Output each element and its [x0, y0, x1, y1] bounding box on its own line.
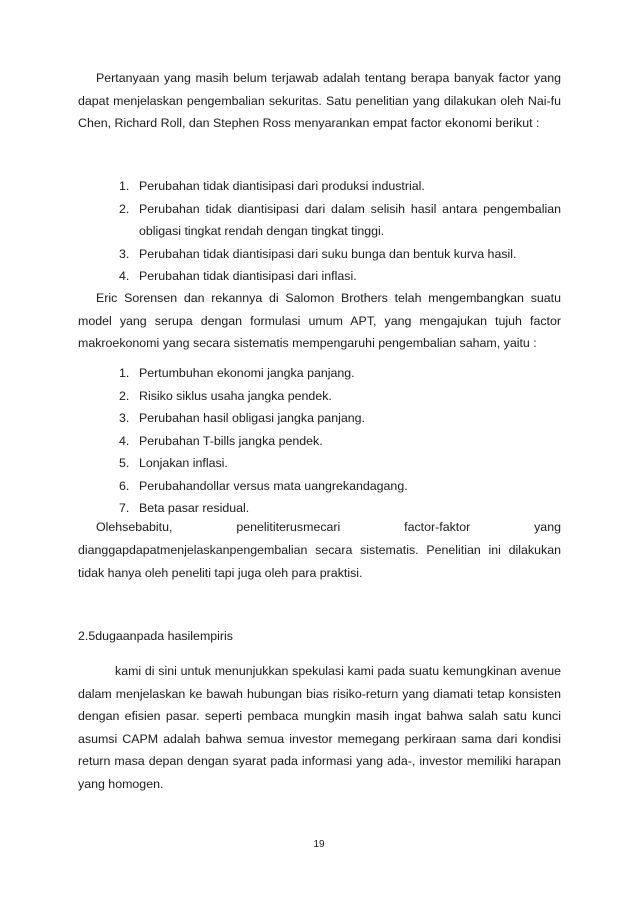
list-number: 4.: [119, 269, 130, 283]
list-text: Perubahan tidak diantisipasi dari produksi industrial.: [139, 179, 425, 193]
list-text: Pertumbuhan ekonomi jangka panjang.: [139, 366, 355, 380]
list-text: Perubahan T-bills jangka pendek.: [139, 433, 323, 448]
list-number: 3.: [119, 246, 130, 261]
list-number: 4.: [119, 433, 130, 448]
list-number: 5.: [119, 456, 130, 470]
section-heading: 2.5dugaanpada hasilempiris: [78, 629, 233, 643]
list-text: Perubahan tidak diantisipasi dari suku bunga dan bentuk kurva hasil.: [139, 246, 517, 261]
paragraph-intro: Pertanyaan yang masih belum terjawab adalah tentang berapa banyak factor yang dapat menjelaskan pengembalian sekuritas. Satu penelitian yang dilakukan oleh Nai-fu Chen, Richard Roll, dan Stephen Ross menyarankan empat factor ekonomi berikut :: [78, 71, 561, 130]
list-text: Perubahandollar versus mata uangrekandagang.: [139, 478, 408, 493]
list-item: [78, 243, 561, 266]
paragraph-conclusion: dianggapdapatmenjelaskanpengembalian secara sistematis. Penelitian ini dilakukan tidak hanya oleh peneliti tapi juga oleh para praktisi.: [78, 543, 561, 580]
list-item: [78, 385, 561, 408]
list-item: [78, 175, 561, 198]
text-word: factor-faktor: [404, 520, 471, 534]
paragraph-empirical: kami di sini untuk menunjukkan spekulasi kami pada suatu kemungkinan avenue dalam menjelaskan ke bawah hubungan bias risiko-return yang diamati tetap konsisten dengan efisien pasar. seperti pembaca mungkin masih ingat bahwa salah satu kunci asumsi CAPM adalah bahwa semua investor memegang perkiraan sama dari kondisi return masa depan dengan syarat pada informasi yang ada-, investor memiliki harapan yang homogen.: [78, 664, 561, 791]
text-word: yang: [534, 520, 561, 534]
page-number: 19: [313, 839, 325, 850]
list-text: Risiko siklus usaha jangka pendek.: [139, 388, 332, 403]
list-item: [78, 475, 561, 498]
list-text: Perubahan tidak diantisipasi dari dalam selisih hasil antara pengembalian obligasi tingkat rendah dengan tingkat tinggi.: [139, 201, 561, 238]
list-item: [78, 265, 561, 288]
list-text: Perubahan tidak diantisipasi dari inflasi.: [139, 269, 357, 283]
list-number: 3.: [119, 411, 130, 425]
list-item: [78, 198, 561, 243]
list-number: 6.: [119, 478, 130, 493]
factor-list-sorensen: [78, 362, 561, 520]
list-text: Perubahan hasil obligasi jangka panjang.: [139, 411, 365, 425]
factor-list-chen-roll-ross: [78, 175, 561, 288]
list-item: [78, 407, 561, 430]
list-item: [78, 430, 561, 453]
list-number: 1.: [119, 366, 130, 380]
list-number: 2.: [119, 201, 130, 216]
list-item: [78, 362, 561, 385]
paragraph-conclusion-first-line: [78, 516, 561, 539]
list-number: 2.: [119, 388, 130, 403]
text-word: penelititerusmecari: [236, 520, 341, 534]
paragraph-sorensen: Eric Sorensen dan rekannya di Salomon Brothers telah mengembangkan suatu model yang serupa dengan formulasi umum APT, yang mengajukan tujuh factor makroekonomi yang secara sistematis mempengaruhi pengembalian saham, yaitu :: [78, 291, 561, 350]
text-word: Olehsebabitu,: [96, 520, 173, 534]
list-text: Beta pasar residual.: [139, 501, 250, 515]
list-item: [78, 452, 561, 475]
list-text: Lonjakan inflasi.: [139, 456, 228, 470]
list-number: 1.: [119, 179, 130, 193]
list-number: 7.: [119, 501, 130, 515]
